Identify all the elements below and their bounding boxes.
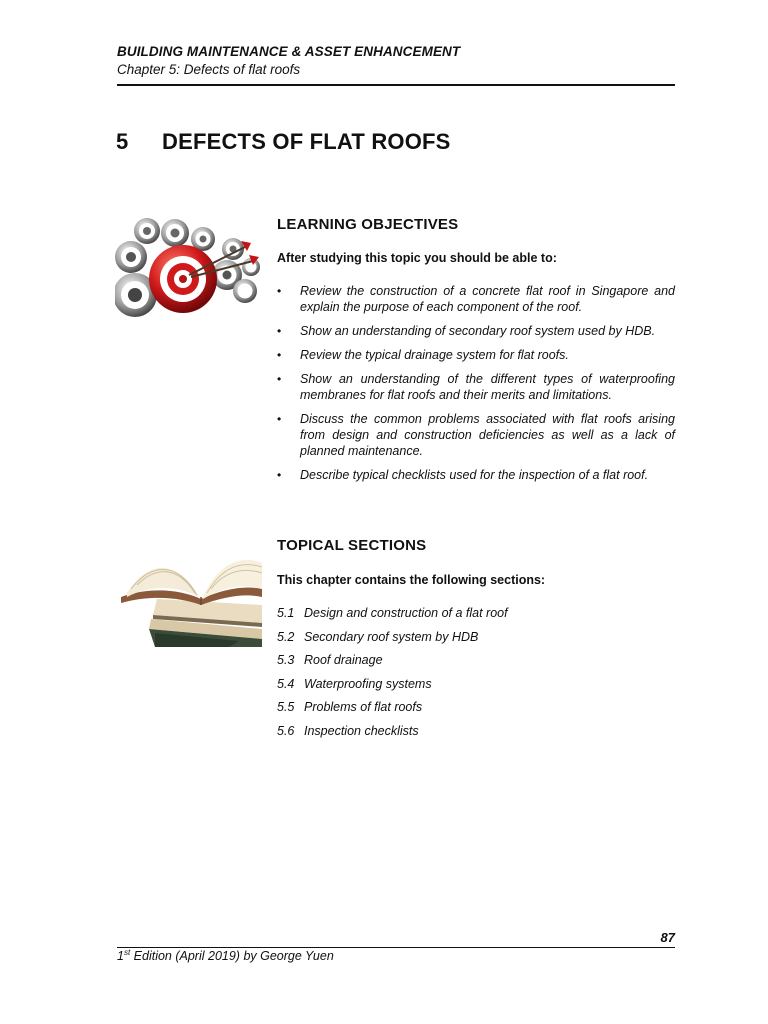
learning-objectives-intro: After studying this topic you should be able to:	[277, 251, 557, 265]
bullet-icon: •	[277, 468, 282, 482]
bullet-icon: •	[277, 348, 282, 362]
section-title: Secondary roof system by HDB	[304, 629, 479, 644]
objective-item	[277, 323, 675, 339]
bullet-icon: •	[277, 284, 282, 298]
header-rule	[117, 84, 675, 86]
topical-sections-list	[277, 604, 508, 745]
section-title: Inspection checklists	[304, 723, 419, 738]
section-number: 5.1	[277, 606, 295, 620]
objective-text: Discuss the common problems associated with flat roofs arising from design and construction deficiencies as well as a lack of planned maintenance.	[300, 412, 675, 458]
chapter-number: 5	[116, 129, 129, 154]
section-item	[277, 722, 508, 746]
running-header-book-title: BUILDING MAINTENANCE & ASSET ENHANCEMENT	[117, 44, 461, 59]
objective-text: Show an understanding of the different types of waterproofing membranes for flat roofs and their merits and limitations.	[300, 372, 675, 402]
section-item	[277, 628, 508, 652]
objective-item	[277, 371, 675, 403]
bullet-icon: •	[277, 324, 282, 338]
chapter-title: DEFECTS OF FLAT ROOFS	[162, 129, 451, 154]
section-number: 5.4	[277, 676, 295, 691]
objective-item	[277, 411, 675, 459]
section-number: 5.3	[277, 653, 295, 667]
open-book-stack-icon	[119, 549, 262, 647]
learning-objectives-list	[277, 283, 675, 491]
section-item	[277, 651, 508, 675]
edition-number: 1	[117, 949, 124, 964]
page-number: 87	[660, 930, 675, 945]
section-title: Problems of flat roofs	[304, 700, 423, 714]
section-title: Roof drainage	[304, 653, 383, 667]
bullet-icon: •	[277, 372, 282, 386]
section-title: Waterproofing systems	[304, 676, 432, 691]
objective-item	[277, 283, 675, 315]
bullet-icon: •	[277, 412, 282, 426]
objective-text: Describe typical checklists used for the inspection of a flat roof.	[300, 468, 649, 482]
footer-edition	[117, 948, 334, 963]
section-item	[277, 675, 508, 699]
section-title: Design and construction of a flat roof	[304, 606, 508, 620]
section-item	[277, 698, 508, 722]
objective-item	[277, 467, 675, 483]
section-number: 5.5	[277, 700, 295, 714]
edition-text: Edition (April 2019) by George Yuen	[130, 949, 334, 964]
learning-objectives-heading: LEARNING OBJECTIVES	[277, 216, 459, 233]
objective-text: Review the construction of a concrete flat roof in Singapore and explain the purpose of each component of the roof.	[300, 284, 675, 314]
edition-suffix: st	[123, 948, 131, 957]
section-number: 5.2	[277, 629, 295, 644]
objective-text: Review the typical drainage system for flat roofs.	[300, 348, 569, 362]
target-bullseye-arrows-icon	[115, 217, 261, 329]
topical-sections-heading: TOPICAL SECTIONS	[277, 537, 427, 554]
running-header-chapter: Chapter 5: Defects of flat roofs	[117, 62, 301, 77]
topical-sections-intro: This chapter contains the following sections:	[277, 573, 546, 587]
objective-item	[277, 347, 675, 363]
objective-text: Show an understanding of secondary roof system used by HDB.	[300, 324, 656, 338]
section-item	[277, 604, 508, 628]
section-number: 5.6	[277, 723, 295, 738]
